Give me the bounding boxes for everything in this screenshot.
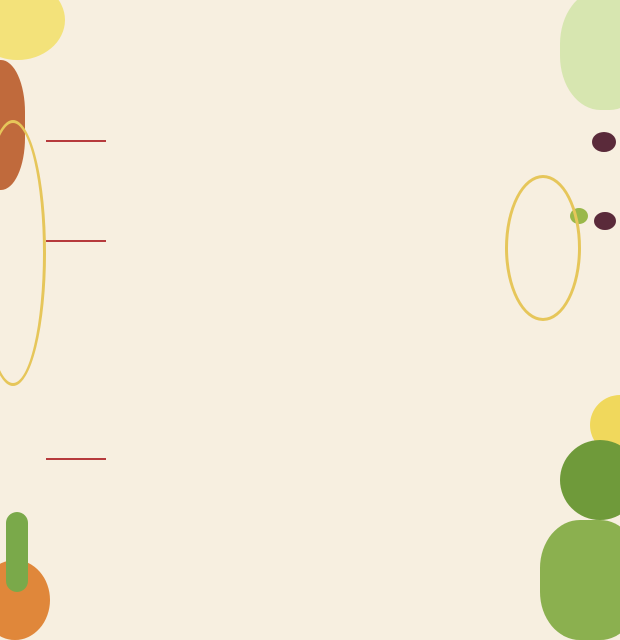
decorative-cucumber <box>6 512 28 592</box>
day-label-friday <box>46 138 106 144</box>
decorative-ring-left <box>0 120 46 386</box>
decorative-olive <box>592 132 616 152</box>
day-label-sunday <box>46 456 106 462</box>
decorative-olive <box>594 212 616 230</box>
decorative-fennel <box>560 0 620 110</box>
decorative-ring-right <box>505 175 581 321</box>
day-month <box>46 141 106 144</box>
decorative-greens <box>540 520 620 640</box>
decorative-broccoli <box>560 440 620 520</box>
day-label-saturday <box>46 238 106 244</box>
decorative-lemon <box>0 0 65 60</box>
day-month <box>46 241 106 244</box>
day-month <box>46 459 106 462</box>
